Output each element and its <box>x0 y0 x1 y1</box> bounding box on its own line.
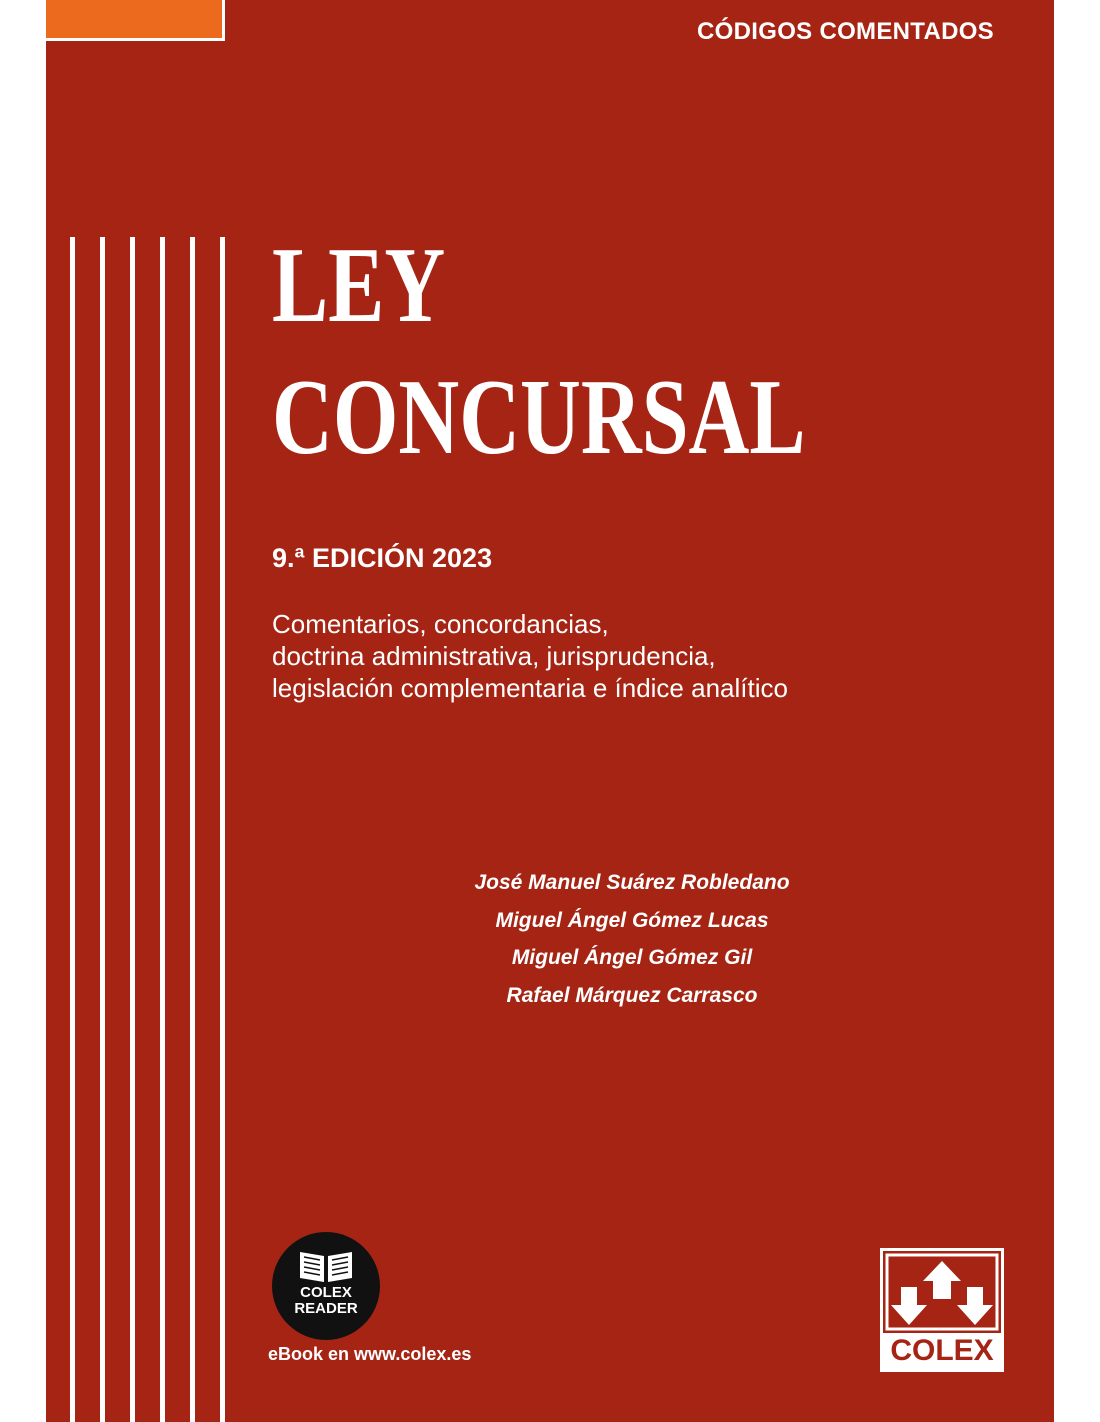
vertical-stripes <box>70 237 270 1422</box>
publisher-name: COLEX <box>890 1334 994 1367</box>
description <box>272 608 788 704</box>
author-name: Miguel Ángel Gómez Gil <box>511 946 753 969</box>
authors-list <box>346 864 918 1014</box>
author-name: Rafael Márquez Carrasco <box>506 983 758 1007</box>
reader-label-2: READER <box>294 1300 358 1317</box>
reader-label-1: COLEX <box>300 1284 352 1301</box>
description-line: Comentarios, concordancias, <box>272 609 609 639</box>
stripe <box>220 237 225 1422</box>
colex-reader-badge <box>272 1232 380 1340</box>
stripe <box>160 237 165 1422</box>
stripe <box>100 237 105 1422</box>
edition-label: 9.ª EDICIÓN 2023 <box>272 543 493 573</box>
title-line-2: CONCURSAL <box>272 358 806 477</box>
series-label: CÓDIGOS COMENTADOS <box>697 18 994 45</box>
publisher-logo <box>880 1248 1004 1372</box>
open-book-icon <box>298 1248 354 1284</box>
description-line: legislación complementaria e índice analítico <box>272 673 788 703</box>
arrows-logo-icon <box>883 1251 1001 1333</box>
stripe <box>130 237 135 1422</box>
author-name: José Manuel Suárez Robledano <box>474 871 790 894</box>
stripe <box>190 237 195 1422</box>
author-name: Miguel Ángel Gómez Lucas <box>495 908 769 932</box>
stripe <box>70 237 75 1422</box>
accent-tab <box>46 0 225 41</box>
ebook-link-text: eBook en www.colex.es <box>268 1344 472 1364</box>
title-line-1: LEY <box>272 226 446 345</box>
description-line: doctrina administrativa, jurisprudencia, <box>272 641 716 671</box>
book-cover <box>46 0 1054 1422</box>
